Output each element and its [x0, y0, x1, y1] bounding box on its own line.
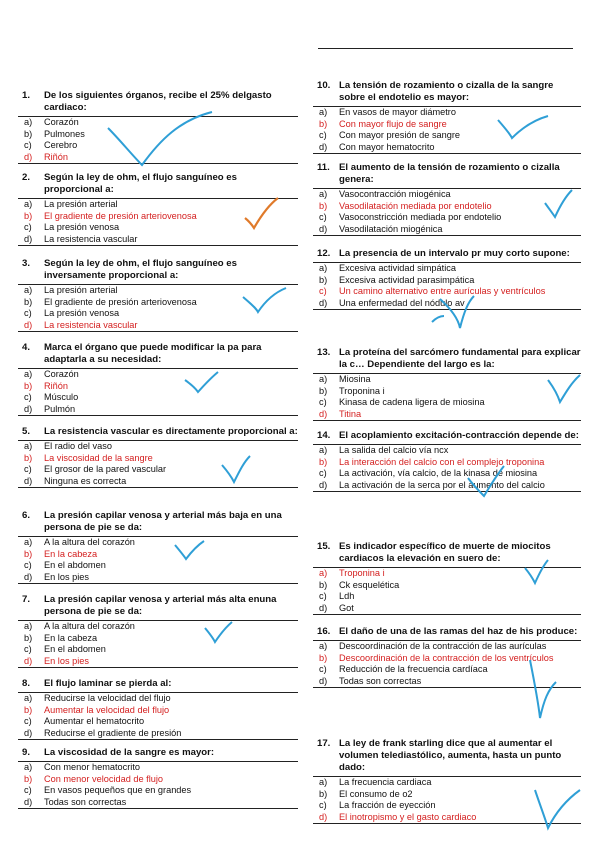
question-3	[18, 258, 298, 332]
option-text: Vasoconstricción mediada por endotelio	[339, 212, 502, 223]
question-text: Marca el órgano que puede modificar la pa para adaptarla a su necesidad:	[44, 342, 262, 365]
option-letter: a)	[319, 641, 328, 651]
option-d	[18, 728, 298, 741]
option-text: Pulmón	[44, 403, 76, 414]
header-rule	[318, 48, 573, 49]
option-letter: b)	[319, 579, 328, 590]
question-text: La resistencia vascular es directamente proporcional a:	[44, 426, 298, 437]
option-d	[313, 812, 581, 825]
option-letter: d)	[319, 408, 328, 419]
question-text: La presión capilar venosa y arterial más baja en una persona de pie se da:	[44, 510, 282, 533]
option-letter: d)	[24, 475, 33, 486]
option-letter: d)	[319, 602, 328, 613]
question-text: Según la ley de ohm, el flujo sanguíneo es inversamente proporcional a:	[44, 258, 237, 281]
option-text: En vasos pequeños que en grandes	[44, 785, 192, 796]
option-a	[18, 441, 298, 453]
option-text: Con mayor presión de sangre	[339, 130, 461, 141]
option-c	[18, 222, 298, 234]
option-letter: c)	[24, 140, 32, 151]
option-a	[313, 445, 581, 457]
option-a	[18, 537, 298, 549]
option-a	[313, 777, 581, 789]
option-letter: c)	[24, 464, 32, 475]
question-text: La ley de frank starling dice que al aumentar el volumen telediastólico, aumenta, hasta un punto dado:	[339, 738, 562, 773]
option-a	[313, 263, 581, 275]
option-text: La interacción del calcio con el complejo troponina	[339, 456, 545, 467]
option-text: Riñón	[44, 380, 69, 391]
option-c	[313, 468, 581, 480]
option-letter: b)	[319, 385, 328, 396]
option-letter: c)	[319, 286, 327, 297]
option-text: A la altura del corazón	[44, 621, 135, 631]
option-text: En la cabeza	[44, 632, 98, 643]
question-13	[313, 347, 581, 421]
question-title	[18, 747, 298, 762]
option-a	[18, 369, 298, 381]
question-15	[313, 541, 581, 615]
option-text: Reducirse la velocidad del flujo	[44, 693, 171, 703]
option-letter: b)	[24, 210, 33, 221]
option-letter: d)	[24, 571, 33, 582]
question-title	[313, 541, 581, 568]
option-letter: b)	[319, 456, 328, 467]
question-number: 5.	[22, 426, 31, 437]
option-text: Con menor hematocrito	[44, 762, 141, 772]
question-17	[313, 738, 581, 824]
option-a	[18, 199, 298, 211]
option-letter: d)	[24, 727, 33, 738]
question-number: 6.	[22, 510, 31, 521]
question-12	[313, 248, 581, 310]
question-title	[313, 347, 581, 374]
option-letter: a)	[319, 445, 328, 455]
option-letter: c)	[24, 716, 32, 727]
option-letter: c)	[319, 664, 327, 675]
option-letter: a)	[319, 374, 328, 384]
question-number: 1.	[22, 90, 31, 101]
option-text: La fracción de eyección	[339, 800, 436, 811]
option-text: Descoordinación de la contracción de los ventrículos	[339, 652, 554, 663]
option-text: Vasodilatación miogénica	[339, 223, 443, 234]
option-d	[313, 224, 581, 237]
option-text: Cerebro	[44, 140, 78, 151]
option-text: Vasodilatación mediada por endotelio	[339, 200, 492, 211]
option-c	[313, 130, 581, 142]
option-text: Pulmones	[44, 128, 85, 139]
question-number: 11.	[317, 162, 330, 173]
option-c	[18, 644, 298, 656]
option-b	[18, 774, 298, 786]
option-letter: c)	[319, 130, 327, 141]
option-a	[18, 693, 298, 705]
option-b	[313, 580, 581, 592]
question-number: 7.	[22, 594, 31, 605]
option-text: La viscosidad de la sangre	[44, 452, 153, 463]
option-text: Troponina i	[339, 385, 385, 396]
option-letter: d)	[24, 796, 33, 807]
option-text: Got	[339, 602, 354, 613]
option-text: La resistencia vascular	[44, 319, 138, 330]
option-letter: a)	[319, 777, 328, 787]
option-letter: d)	[319, 479, 328, 490]
option-b	[18, 633, 298, 645]
option-letter: a)	[24, 441, 33, 451]
option-d	[18, 320, 298, 333]
option-letter: b)	[24, 773, 33, 784]
question-text: El flujo laminar se pierda al:	[44, 678, 172, 689]
option-b	[313, 653, 581, 665]
option-text: La activación de la serca por el aumento del calcio	[339, 479, 545, 490]
question-text: La proteína del sarcómero fundamental para explicar la c… Dependiente del largo es la:	[339, 347, 581, 370]
option-d	[313, 603, 581, 616]
option-letter: a)	[24, 762, 33, 772]
option-text: En la cabeza	[44, 548, 98, 559]
question-title	[313, 162, 581, 189]
question-text: De los siguientes órganos, recibe el 25% delgasto cardiaco:	[44, 90, 272, 113]
option-text: Aumentar la velocidad del flujo	[44, 704, 170, 715]
option-c	[18, 560, 298, 572]
option-text: Reducción de la frecuencia cardíaca	[339, 664, 488, 675]
question-title	[18, 172, 298, 199]
option-letter: a)	[319, 568, 328, 578]
option-letter: c)	[319, 397, 327, 408]
option-text: Ldh	[339, 591, 355, 602]
option-text: Corazón	[44, 117, 79, 127]
option-b	[18, 211, 298, 223]
option-letter: b)	[24, 704, 33, 715]
question-number: 13.	[317, 347, 331, 358]
option-text: La presión venosa	[44, 222, 120, 233]
question-2	[18, 172, 298, 246]
question-number: 12.	[317, 248, 331, 259]
question-text: La tensión de rozamiento o cizalla de la sangre sobre el endotelio es mayor:	[339, 80, 554, 103]
option-letter: d)	[24, 319, 33, 330]
question-number: 9.	[22, 747, 31, 758]
option-text: El gradiente de presión arteriovenosa	[44, 210, 197, 221]
question-6	[18, 510, 298, 584]
question-title	[313, 626, 581, 641]
option-b	[313, 119, 581, 131]
option-c	[313, 397, 581, 409]
option-letter: b)	[319, 274, 328, 285]
option-text: Riñón	[44, 151, 69, 162]
option-b	[18, 705, 298, 717]
option-text: En vasos de mayor diámetro	[339, 107, 456, 117]
option-letter: d)	[319, 297, 328, 308]
option-a	[313, 374, 581, 386]
question-1	[18, 90, 298, 164]
question-8	[18, 678, 298, 740]
option-text: Con mayor hematocrito	[339, 141, 435, 152]
option-text: En los pies	[44, 655, 89, 666]
option-a	[18, 117, 298, 129]
option-a	[313, 568, 581, 580]
option-b	[313, 457, 581, 469]
option-text: El consumo de o2	[339, 788, 413, 799]
option-b	[18, 549, 298, 561]
question-number: 3.	[22, 258, 31, 269]
option-letter: c)	[319, 591, 327, 602]
option-text: Vasocontracción miogénica	[339, 189, 451, 199]
option-d	[18, 152, 298, 165]
question-9	[18, 747, 298, 809]
option-text: Excesiva actividad parasimpática	[339, 274, 475, 285]
question-number: 10.	[317, 80, 331, 91]
option-text: La presión arterial	[44, 199, 118, 209]
option-letter: a)	[24, 199, 33, 209]
question-text: La presión capilar venosa y arterial más alta enuna persona de pie se da:	[44, 594, 277, 617]
option-letter: b)	[24, 380, 33, 391]
question-number: 14.	[317, 430, 331, 441]
option-d	[18, 234, 298, 247]
option-text: El radio del vaso	[44, 441, 112, 451]
option-text: Todas son correctas	[339, 675, 422, 686]
question-5	[18, 426, 298, 488]
question-number: 17.	[317, 738, 331, 749]
question-number: 2.	[22, 172, 31, 183]
option-c	[18, 464, 298, 476]
option-letter: d)	[319, 675, 328, 686]
option-d	[313, 298, 581, 311]
option-text: Reducirse el gradiente de presión	[44, 727, 182, 738]
option-text: Excesiva actividad simpática	[339, 263, 456, 273]
option-c	[18, 308, 298, 320]
option-text: En el abdomen	[44, 644, 106, 655]
question-7	[18, 594, 298, 668]
option-c	[313, 591, 581, 603]
option-letter: d)	[24, 655, 33, 666]
option-letter: b)	[24, 632, 33, 643]
option-letter: b)	[319, 118, 328, 129]
option-letter: a)	[24, 117, 33, 127]
option-d	[18, 404, 298, 417]
option-d	[18, 797, 298, 810]
option-letter: b)	[319, 652, 328, 663]
option-text: Troponina i	[339, 568, 385, 578]
option-c	[18, 785, 298, 797]
option-letter: b)	[24, 296, 33, 307]
option-b	[18, 453, 298, 465]
option-c	[18, 716, 298, 728]
option-a	[313, 107, 581, 119]
option-letter: c)	[24, 392, 32, 403]
option-letter: c)	[24, 222, 32, 233]
option-d	[18, 656, 298, 669]
option-text: Miosina	[339, 374, 371, 384]
option-c	[18, 392, 298, 404]
option-text: Músculo	[44, 392, 79, 403]
option-a	[313, 641, 581, 653]
question-10	[313, 80, 581, 154]
option-text: En el abdomen	[44, 560, 106, 571]
question-title	[18, 678, 298, 693]
option-text: Con menor velocidad de flujo	[44, 773, 163, 784]
option-letter: c)	[24, 308, 32, 319]
option-b	[313, 201, 581, 213]
option-a	[18, 621, 298, 633]
option-letter: a)	[319, 107, 328, 117]
option-text: Con mayor flujo de sangre	[339, 118, 447, 129]
option-letter: d)	[319, 223, 328, 234]
option-text: En los pies	[44, 571, 89, 582]
question-title	[18, 258, 298, 285]
option-text: La presión venosa	[44, 308, 120, 319]
option-a	[18, 285, 298, 297]
question-text: La viscosidad de la sangre es mayor:	[44, 747, 215, 758]
question-text: Es indicador específico de muerte de miocitos cardiacos la elevación en suero de:	[339, 541, 551, 564]
option-text: Descoordinación de la contracción de las aurículas	[339, 641, 547, 651]
option-text: Corazón	[44, 369, 79, 379]
option-letter: b)	[319, 788, 328, 799]
option-letter: d)	[24, 233, 33, 244]
option-c	[313, 286, 581, 298]
option-text: Una enfermedad del nódulo av	[339, 297, 465, 308]
question-text: Según la ley de ohm, el flujo sanguíneo es proporcional a:	[44, 172, 237, 195]
question-text: La presencia de un intervalo pr muy corto supone:	[339, 248, 570, 259]
option-letter: c)	[319, 212, 327, 223]
question-number: 4.	[22, 342, 31, 353]
option-letter: a)	[24, 621, 33, 631]
question-title	[18, 426, 298, 441]
option-letter: a)	[24, 369, 33, 379]
option-d	[18, 476, 298, 489]
question-title	[18, 90, 298, 117]
question-number: 16.	[317, 626, 331, 637]
option-b	[313, 275, 581, 287]
option-b	[18, 381, 298, 393]
option-d	[18, 572, 298, 585]
option-letter: b)	[24, 452, 33, 463]
option-text: La activación, vía calcio, de la kinasa de miosina	[339, 468, 538, 479]
option-b	[313, 386, 581, 398]
option-b	[313, 789, 581, 801]
option-letter: b)	[24, 128, 33, 139]
option-letter: b)	[24, 548, 33, 559]
option-letter: c)	[24, 560, 32, 571]
option-d	[313, 676, 581, 689]
option-d	[313, 409, 581, 422]
option-text: Un camino alternativo entre aurículas y ventrículos	[339, 286, 546, 297]
option-b	[18, 129, 298, 141]
option-letter: c)	[24, 785, 32, 796]
question-text: El acoplamiento excitación-contracción depende de:	[339, 430, 579, 441]
question-title	[313, 80, 581, 107]
question-11	[313, 162, 581, 236]
option-letter: a)	[319, 189, 328, 199]
option-letter: a)	[319, 263, 328, 273]
question-number: 8.	[22, 678, 31, 689]
option-text: El inotropismo y el gasto cardiaco	[339, 811, 477, 822]
option-text: Aumentar el hematocrito	[44, 716, 145, 727]
option-text: El grosor de la pared vascular	[44, 464, 167, 475]
question-title	[313, 738, 581, 777]
option-letter: a)	[24, 537, 33, 547]
option-d	[313, 142, 581, 155]
option-d	[313, 480, 581, 493]
option-text: A la altura del corazón	[44, 537, 135, 547]
option-text: El gradiente de presión arteriovenosa	[44, 296, 197, 307]
question-title	[18, 342, 298, 369]
option-text: Titina	[339, 408, 362, 419]
option-c	[313, 800, 581, 812]
option-letter: d)	[24, 151, 33, 162]
option-letter: d)	[319, 811, 328, 822]
option-c	[313, 664, 581, 676]
option-letter: c)	[24, 644, 32, 655]
option-letter: a)	[24, 285, 33, 295]
option-letter: a)	[24, 693, 33, 703]
option-text: Kinasa de cadena ligera de miosina	[339, 397, 485, 408]
option-text: Ck esquelética	[339, 579, 400, 590]
option-a	[313, 189, 581, 201]
question-text: El aumento de la tensión de rozamiento o cizalla genera:	[339, 162, 560, 185]
option-c	[313, 212, 581, 224]
question-title	[313, 248, 581, 263]
option-letter: c)	[319, 468, 327, 479]
option-letter: b)	[319, 200, 328, 211]
question-14	[313, 430, 581, 492]
question-title	[18, 594, 298, 621]
option-text: Todas son correctas	[44, 796, 127, 807]
option-letter: c)	[319, 800, 327, 811]
option-text: La presión arterial	[44, 285, 118, 295]
option-text: La salida del calcio vía ncx	[339, 445, 449, 455]
option-a	[18, 762, 298, 774]
option-letter: d)	[24, 403, 33, 414]
question-text: El daño de una de las ramas del haz de his produce:	[339, 626, 578, 637]
question-title	[313, 430, 581, 445]
option-letter: d)	[319, 141, 328, 152]
option-text: La frecuencia cardiaca	[339, 777, 432, 787]
option-text: Ninguna es correcta	[44, 475, 127, 486]
option-b	[18, 297, 298, 309]
option-c	[18, 140, 298, 152]
question-4	[18, 342, 298, 416]
question-title	[18, 510, 298, 537]
question-16	[313, 626, 581, 688]
option-text: La resistencia vascular	[44, 233, 138, 244]
question-number: 15.	[317, 541, 331, 552]
